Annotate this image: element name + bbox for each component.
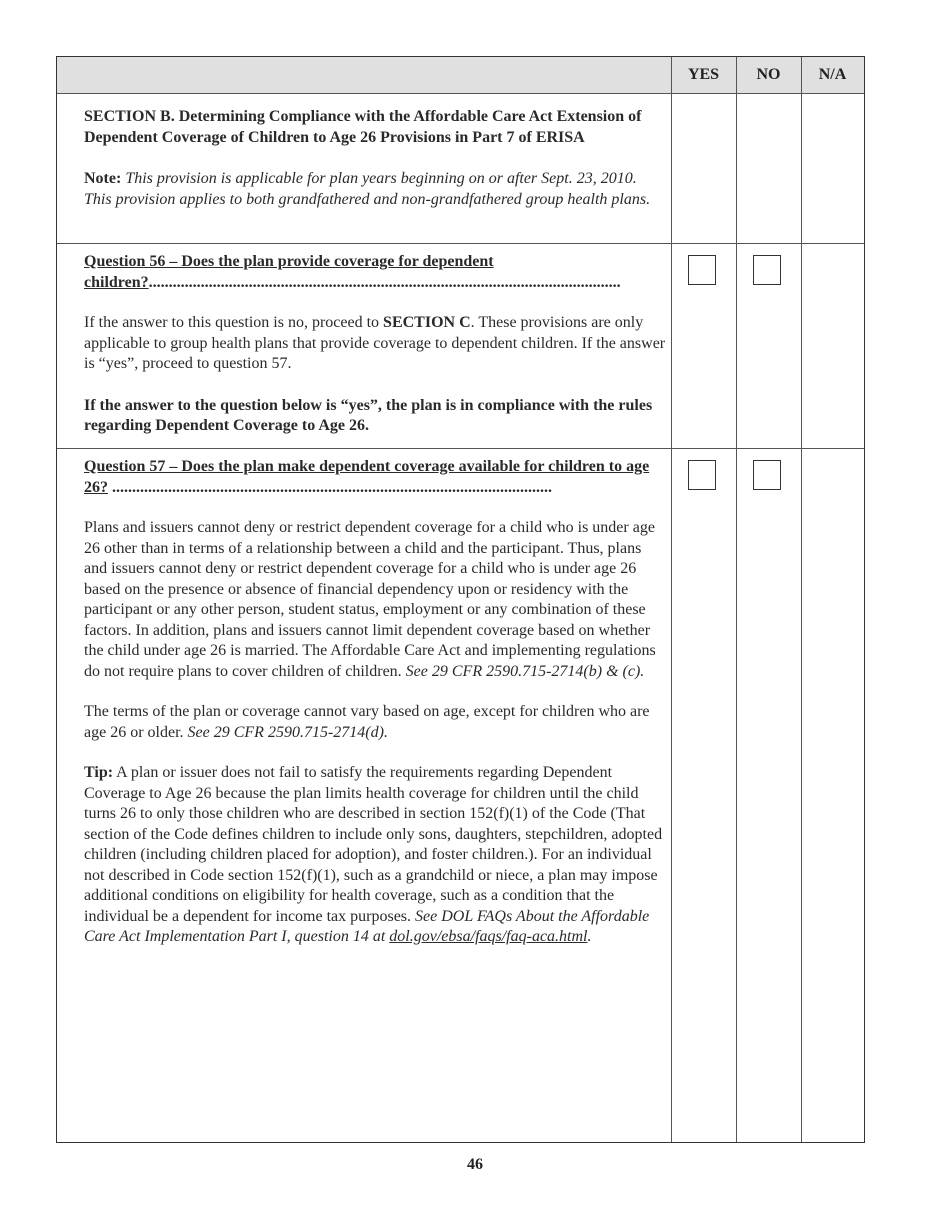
- header-no: NO: [756, 66, 781, 83]
- q57-para1-text: Plans and issuers cannot deny or restrict dependent coverage for a child who is under age 26 other than in terms of a relationship between a child and the participant. Thus, plans and issuers cannot deny or restrict dependent coverage for a child who is under age 26 based on the presence or absence of financial dependency upon or residency with the participant or any other person, student status, employment or any combination of these factors. In addition, plans and issuers cannot limit dependent coverage based on whether the child under age 26 is married. The Affordable Care Act and implementing regulations do not require plans to cover children of children.: [84, 519, 656, 680]
- q56-body-strong: SECTION C: [383, 314, 471, 331]
- faq-link[interactable]: dol.gov/ebsa/faqs/faq-aca.html: [389, 928, 588, 945]
- question-57-para-1: [84, 518, 668, 682]
- q57-para1-cite: See 29 CFR 2590.715-2714(b) & (c).: [405, 662, 645, 680]
- question-57-title: [84, 457, 668, 498]
- column-divider: [801, 57, 802, 1142]
- q57-no-checkbox[interactable]: [753, 460, 781, 490]
- page-number: 46: [467, 1156, 483, 1173]
- q56-body-post: . These provisions are only applicable to group health plans that provide coverage to dependent children. If the answer is “yes”, proceed to question 57.: [84, 314, 666, 372]
- question-56-leader: ......................................................................................................................: [148, 273, 621, 291]
- tip-label: Tip:: [84, 764, 114, 781]
- question-56-instructions: [84, 313, 668, 375]
- question-56-title: [84, 252, 668, 293]
- column-divider: [736, 57, 737, 1142]
- q57-para2-text: The terms of the plan or coverage cannot vary based on age, except for children who are age 26 or older.: [84, 703, 650, 741]
- question-56-compliance-note: If the answer to the question below is “yes”, the plan is in compliance with the rules regarding Dependent Coverage to Age 26.: [84, 396, 653, 434]
- tip-end: .: [587, 928, 592, 945]
- question-56-row: [84, 252, 668, 437]
- section-b-title: SECTION B. Determining Compliance with the Affordable Care Act Extension of Dependent Coverage of Children to Age 26 Provisions in Part 7 of ERISA: [84, 108, 642, 146]
- row-divider: [57, 243, 864, 244]
- tip-cite: See DOL FAQs About the Affordable Care Act Implementation Part I, question 14 at: [84, 907, 650, 945]
- question-57-para-2: [84, 702, 668, 743]
- header-yes: YES: [687, 66, 720, 83]
- tip-text: A plan or issuer does not fail to satisfy the requirements regarding Dependent Coverage to Age 26 because the plan limits health coverage for children until the child turns 26 to only those children who are described in section 152(f)(1) of the Code (That section of the Code defines children to include only sons, daughters, stepchildren, adopted children (including children placed for adoption), and foster children.). For an individual not described in Code section 152(f)(1), such as a grandchild or niece, a plan may impose additional conditions on eligibility for health coverage, such as a condition that the individual be a dependent for income tax purposes.: [84, 764, 663, 925]
- question-57-row: [84, 457, 668, 948]
- question-57-text: Question 57 – Does the plan make dependent coverage available for children to age 26?: [84, 458, 650, 496]
- row-divider: [57, 448, 864, 449]
- question-57-tip: [84, 763, 668, 948]
- column-divider: [671, 57, 672, 1142]
- section-b-note: [84, 169, 668, 210]
- q56-yes-checkbox[interactable]: [688, 255, 716, 285]
- q57-para2-cite: See 29 CFR 2590.715-2714(d).: [187, 723, 388, 741]
- q56-body-pre: If the answer to this question is no, proceed to: [84, 314, 384, 331]
- row-divider: [57, 93, 864, 94]
- note-text: This provision is applicable for plan years beginning on or after Sept. 23, 2010. This provision applies to both grandfathered and non-grandfathered group health plans.: [84, 170, 651, 208]
- question-56-text: Question 56 – Does the plan provide coverage for dependent children?: [84, 253, 494, 291]
- header-na: N/A: [818, 66, 847, 83]
- q56-no-checkbox[interactable]: [753, 255, 781, 285]
- question-57-leader: ..............................................................................................................: [108, 478, 552, 496]
- q57-yes-checkbox[interactable]: [688, 460, 716, 490]
- note-label: Note:: [84, 170, 122, 187]
- compliance-table: [56, 56, 865, 1143]
- section-b-row: [84, 107, 668, 210]
